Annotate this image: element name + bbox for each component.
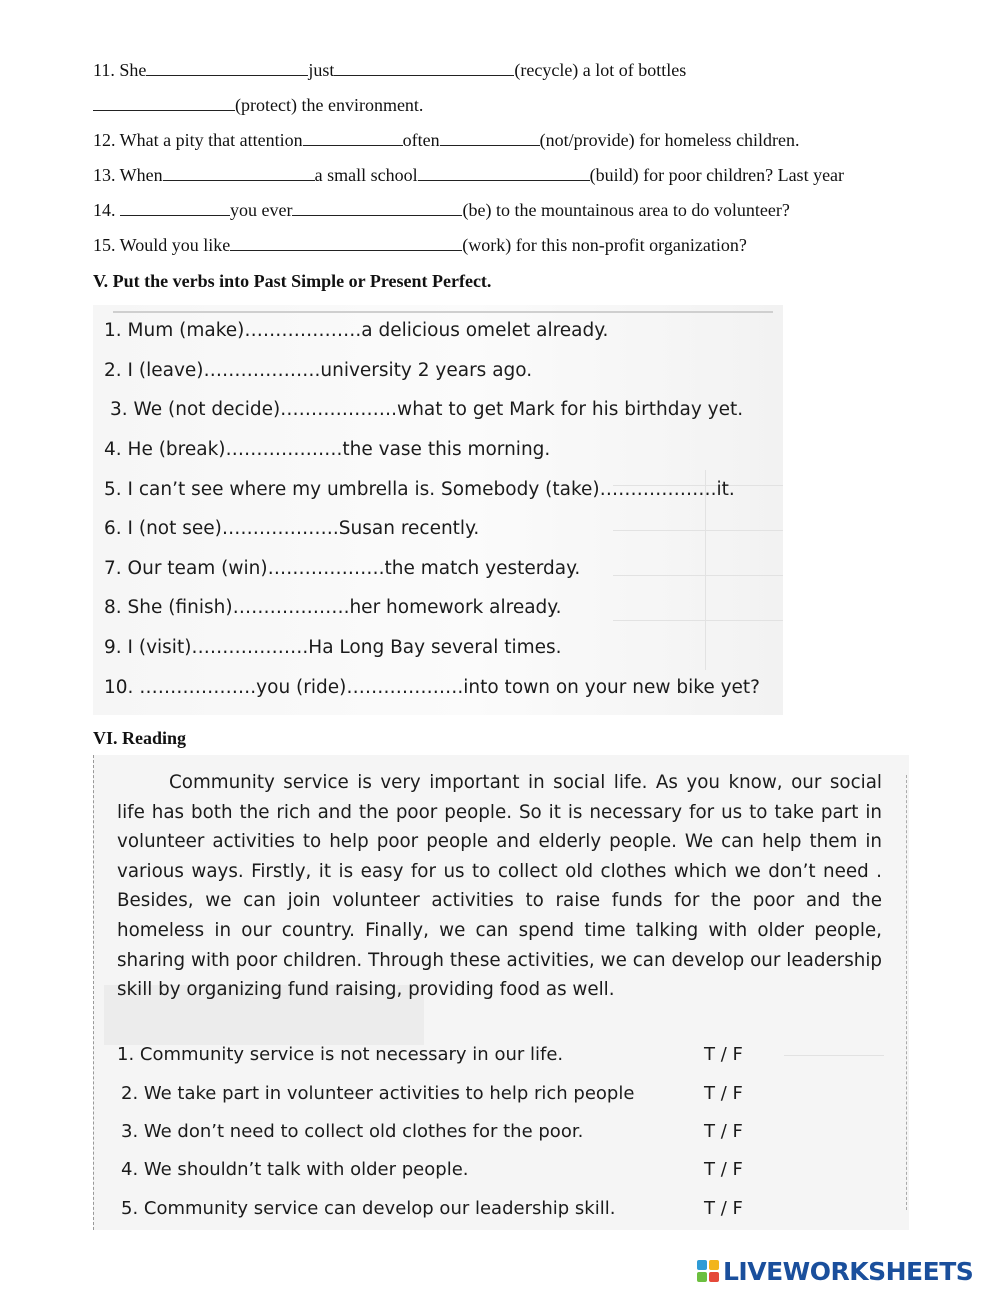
exercise5-item: 7. Our team (win)……………….the match yesterday. — [104, 558, 581, 579]
exercise5-item: 5. I can’t see where my umbrella is. Somebody (take)……………….it. — [104, 479, 735, 500]
scan-artifact — [784, 1055, 884, 1056]
exercise5-item: 2. I (leave)……………….university 2 years ago. — [104, 360, 533, 381]
true-false-choice[interactable]: T / F — [704, 1044, 743, 1065]
true-false-choice[interactable]: T / F — [704, 1159, 743, 1180]
exercise5-item: 8. She (finish)……………….her homework already. — [104, 597, 562, 618]
scan-artifact — [613, 530, 783, 531]
exercise5-item: 1. Mum (make)……………….a delicious omelet already. — [104, 320, 609, 341]
exercise4-item-11: 11. She just (recycle) a lot of bottles — [93, 60, 687, 80]
reading-question: 2. We take part in volunteer activities to help rich people — [121, 1083, 635, 1104]
scan-artifact — [613, 575, 783, 576]
answer-blank[interactable] — [292, 200, 462, 216]
answer-blank[interactable] — [418, 165, 590, 181]
answer-blank[interactable] — [334, 60, 514, 76]
reading-question: 5. Community service can develop our leadership skill. — [121, 1198, 616, 1219]
exercise5-item: 10. ……………….you (ride)……………….into town on your new bike yet? — [104, 677, 760, 698]
answer-blank[interactable] — [303, 130, 403, 146]
exercise4-item-11-cont: (protect) the environment. — [93, 95, 423, 116]
reading-question: 4. We shouldn’t talk with older people. — [121, 1159, 469, 1180]
exercise4-item-12: 12. What a pity that attention often (not/provide) for homeless children. — [93, 130, 800, 150]
reading-question: 1. Community service is not necessary in our life. — [117, 1044, 564, 1065]
answer-blank[interactable] — [146, 60, 308, 76]
exercise5-item: 3. We (not decide)……………….what to get Mark for his birthday yet. — [110, 399, 744, 420]
answer-blank[interactable] — [440, 130, 540, 146]
exercise5-item: 6. I (not see)……………….Susan recently. — [104, 518, 480, 539]
brand-name: LIVEWORKSHEETS — [723, 1256, 974, 1286]
exercise4-item-15: 15. Would you like (work) for this non-profit organization? — [93, 235, 747, 255]
answer-blank[interactable] — [93, 95, 235, 111]
scan-artifact — [906, 775, 907, 1210]
section-heading-vi: VI. Reading — [93, 728, 187, 748]
section-heading-v: V. Put the verbs into Past Simple or Present Perfect. — [93, 271, 492, 291]
scan-artifact — [113, 311, 773, 313]
scan-artifact — [705, 470, 706, 670]
answer-blank[interactable] — [120, 200, 230, 216]
exercise4-item-13: 13. When a small school (build) for poor children? Last year — [93, 165, 845, 185]
reading-question: 3. We don’t need to collect old clothes for the poor. — [121, 1121, 584, 1142]
answer-blank[interactable] — [163, 165, 315, 181]
true-false-choice[interactable]: T / F — [704, 1121, 743, 1142]
true-false-choice[interactable]: T / F — [704, 1198, 743, 1219]
exercise5-item: 4. He (break)……………….the vase this morning. — [104, 439, 551, 460]
liveworksheets-logo — [697, 1256, 973, 1286]
true-false-choice[interactable]: T / F — [704, 1083, 743, 1104]
reading-passage: Community service is very important in social life. As you know, our social life has both the rich and the poor people. So it is necessary for us to take part in volunteer activities to help poor people and elderly people. We can help them in various ways. Firstly, it is easy for us to collect old clothes which we don’t need . Besides, we can join volunteer activities to raise funds for the poor and the homeless in our country. Finally, we can spend time talking with older people, sharing with poor children. Through these activities, we can develop our leadership skill by organizing fund raising, providing food as well. — [117, 772, 882, 1001]
exercise4-item-14: 14. you ever (be) to the mountainous area to do volunteer? — [93, 200, 790, 220]
scan-artifact — [613, 620, 783, 621]
answer-blank[interactable] — [230, 235, 462, 251]
exercise5-item: 9. I (visit)……………….Ha Long Bay several times. — [104, 637, 562, 658]
liveworksheets-logo-icon — [697, 1260, 719, 1282]
